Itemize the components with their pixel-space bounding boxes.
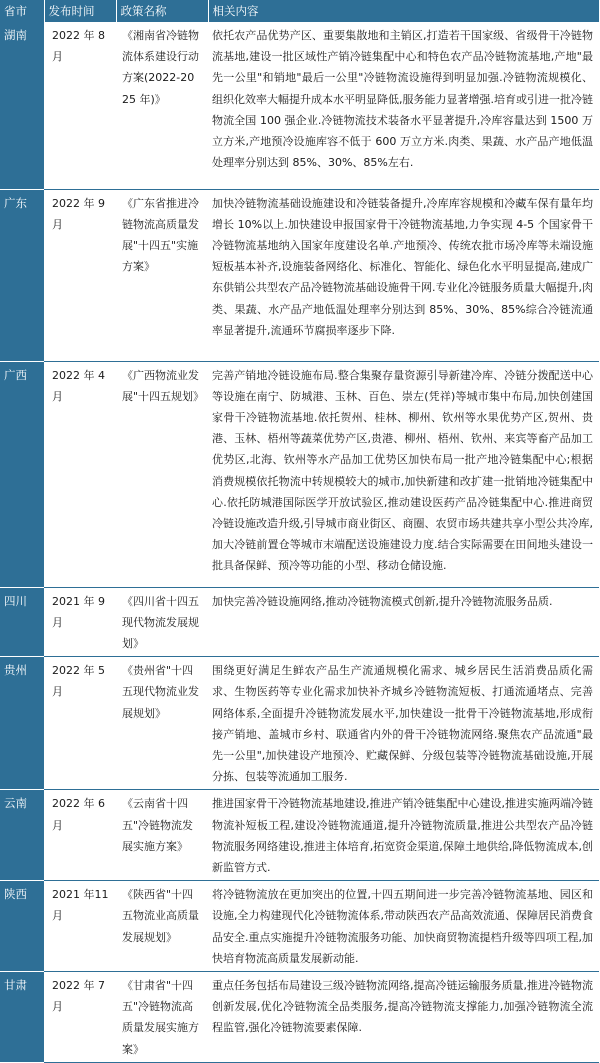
row-policy-name: 《广西物流业发展"十四五规划》	[116, 361, 208, 587]
row-time: 2022 年 9 月	[44, 189, 116, 361]
row-policy-name: 《甘肃省"十四五"冷链物流高质量发展实施方案》	[116, 971, 208, 1062]
row-province: 广西	[0, 361, 44, 587]
header-time: 发布时间	[44, 0, 116, 22]
row-content: 重点任务包括布局建设三级冷链物流网络,提高冷链运输服务质量,推进冷链物流创新发展,优化冷链物流全品类服务,提高冷链物流支撑能力,加强冷链物流全流程监管,强化冷链物流要素保障.	[208, 971, 599, 1062]
row-time: 2022 年 8 月	[44, 22, 116, 189]
table-row	[0, 971, 599, 1062]
row-policy-name: 《广东省推进冷链物流高质量发展"十四五"实施方案》	[116, 189, 208, 361]
row-province: 广东	[0, 189, 44, 361]
row-province: 湖南	[0, 22, 44, 189]
table-row	[0, 790, 599, 881]
table-row	[0, 22, 599, 189]
row-province: 甘肃	[0, 971, 44, 1062]
table-row	[0, 361, 599, 587]
row-time: 2021 年 9 月	[44, 587, 116, 657]
table-row	[0, 587, 599, 657]
row-time: 2022 年 4 月	[44, 361, 116, 587]
row-content: 推进国家骨干冷链物流基地建设,推进产销冷链集配中心建设,推进实施两端冷链物流补短板工程,建设冷链物流通道,提升冷链物流质量,推进公共型农产品冷链物流服务网络建设,推进主体培育,拓宽资金渠道,保障土地供给,降低物流成本,创新监管方式.	[208, 790, 599, 881]
row-province: 贵州	[0, 657, 44, 790]
header-province: 省市	[0, 0, 44, 22]
row-content: 加快完善冷链设施网络,推动冷链物流模式创新,提升冷链物流服务品质.	[208, 587, 599, 657]
row-time: 2022 年 6 月	[44, 790, 116, 881]
row-content: 围绕更好满足生鲜农产品生产流通规模化需求、城乡居民生活消费品质化需求、生物医药等专业化需求加快补齐城乡冷链物流短板、打通流通堵点、完善网络体系,全面提升冷链物流发展水平,加快建设一批骨干冷链物流基地,形成衔接产销地、盖城市乡村、联通省内外的骨干冷链物流网络.聚焦农产品流通"最先一公里",加快建设产地预冷、贮藏保鲜、分级包装等冷链物流基础设施,开展分拣、包装等流通加工服务.	[208, 657, 599, 790]
row-policy-name: 《贵州省"十四五现代物流业发展规划》	[116, 657, 208, 790]
table-row	[0, 189, 599, 361]
table-header-row	[0, 0, 599, 22]
table-row	[0, 657, 599, 790]
row-time: 2022 年 7 月	[44, 971, 116, 1062]
row-content: 加快冷链物流基础设施建设和冷链装备提升,冷库库容规模和冷藏车保有量年均增长 10%以上.加快建设申报国家骨干冷链物流基地,力争实现 4-5 个国家骨干冷链物流基地纳入国家年度建设名单.产地预冷、传统农批市场冷库等未端设施短板基本补齐,设施装备网络化、标准化、智能化、绿色化水平明显提高,建成广东供销公共型农产品冷链物流基础设施骨干网.专业化冷链服务质量大幅提升,肉类、果蔬、水产品产地低温处理率分别达到 85%、30%、85%综合冷链流通率显著提升,流通环节腐损率逐步下降.	[208, 189, 599, 361]
row-content: 将冷链物流放在更加突出的位置,十四五期间进一步完善冷链物流基地、园区和设施,全力构建现代化冷链物流体系,带动陕西农产品高效流通、保障居民消费食品安全.重点实施提升冷链物流服务功能、加快商贸物流提档升级等四项工程,加快培育物流高质量发展新动能.	[208, 881, 599, 972]
row-province: 云南	[0, 790, 44, 881]
row-policy-name: 《云南省十四五"冷链物流发展实施方案》	[116, 790, 208, 881]
row-content: 依托农产品优势产区、重要集散地和主销区,打造若干国家级、省级骨干冷链物流基地,建设一批区域性产销冷链集配中心和特色农产品冷链物流基地,产地"最先一公里"和销地"最后一公里"冷链物流设施得到明显加强.冷链物流规模化、组织化效率大幅提升成本水平明显降低,服务能力显著增强.培育或引进一批冷链物流全国 100 强企业.冷链物流技术装备水平显著提升,冷库容量达到 1500 万立方米,产地预冷设施库容不低于 600 万立方米.肉类、果蔬、水产品产地低温处理率分别达到 85%、30%、85%左右.	[208, 22, 599, 189]
row-province: 四川	[0, 587, 44, 657]
header-content: 相关内容	[208, 0, 599, 22]
table-row	[0, 881, 599, 972]
row-province: 陕西	[0, 881, 44, 972]
row-time: 2021 年11 月	[44, 881, 116, 972]
row-policy-name: 《陕西省"十四五物流业高质量发展规划》	[116, 881, 208, 972]
row-content: 完善产销地冷链设施布局.整合集聚存量资源引导新建冷库、冷链分拨配送中心等设施在南宁、防城港、玉林、百色、崇左(凭祥)等城市集中布局,加快创建国家骨干冷链物流基地.依托贺州、桂林、柳州、钦州等水果优势产区,贺州、贵港、玉林、梧州等蔬菜优势产区,贵港、柳州、梧州、钦州、来宾等畜产品加工优势区,北海、钦州等水产品加工优势区加快布局一批产地冷链集配中心;根据消费规模依托物流中转规模较大的城市,加快新建和改扩建一批销地冷链集配中心.依托防城港国际医学开放试验区,推动建设医药产品冷链集配中心.推进商贸冷链设施改造升级,引导城市商业街区、商圈、农贸市场共建共享小型公共冷库,加大冷链前置仓等城市末端配送设施建设力度.结合实际需要在田间地头建设一批具备保鲜、预冷等功能的小型、移动仓储设施.	[208, 361, 599, 587]
row-policy-name: 《湘南省冷链物流体系建设行动方案(2022-2025 年)》	[116, 22, 208, 189]
header-policy: 政策名称	[116, 0, 208, 22]
row-policy-name: 《四川省十四五现代物流发展规划》	[116, 587, 208, 657]
row-time: 2022 年 5 月	[44, 657, 116, 790]
